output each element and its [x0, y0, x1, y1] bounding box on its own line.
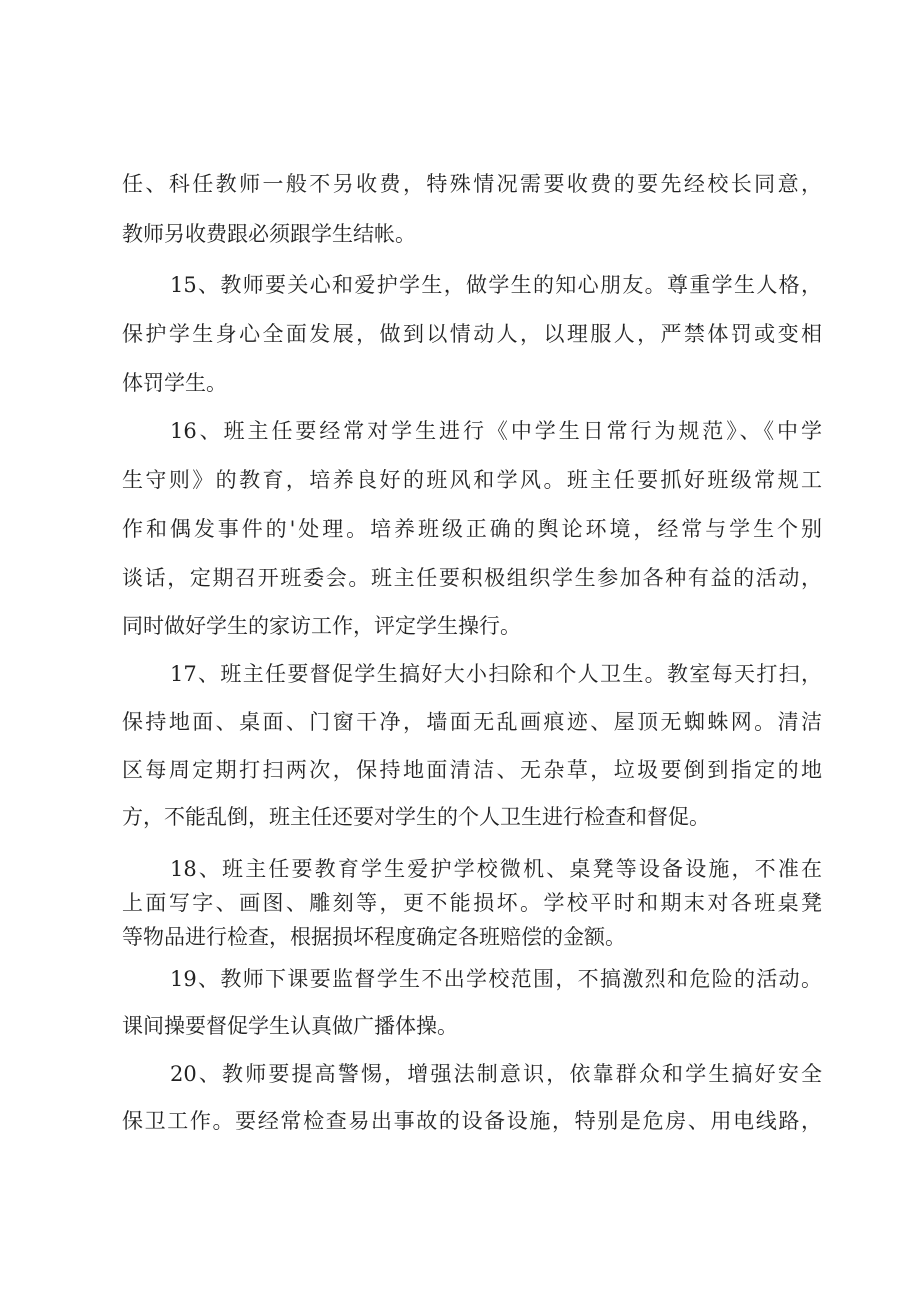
text-line: 任、科任教师一般不另收费，特殊情况需要收费的要先经校长同意，	[122, 172, 822, 196]
text-line: 区每周定期打扫两次，保持地面清洁、无杂草，垃圾要倒到指定的地	[122, 758, 822, 782]
paragraph-19-start: 19、教师下课要监督学生不出学校范围，不搞激烈和危险的活动。	[170, 967, 822, 991]
paragraph-18-start: 18、班主任要教育学生爱护学校微机、桌凳等设备设施，不准在	[170, 857, 822, 881]
paragraph-20-start: 20、教师要提高警惕，增强法制意识，依靠群众和学生搞好安全	[170, 1062, 822, 1086]
text-line: 同时做好学生的家访工作，评定学生操行。	[122, 614, 521, 638]
text-line: 体罚学生。	[122, 371, 227, 395]
paragraph-15-start: 15、教师要关心和爱护学生，做学生的知心朋友。尊重学生人格，	[170, 273, 822, 297]
text-line: 课间操要督促学生认真做广播体操。	[122, 1014, 458, 1038]
paragraph-17-start: 17、班主任要督促学生搞好大小扫除和个人卫生。教室每天打扫，	[170, 662, 822, 686]
text-line: 等物品进行检查，根据损坏程度确定各班赔偿的金额。	[122, 925, 626, 949]
text-line: 谈话，定期召开班委会。班主任要积极组织学生参加各种有益的活动，	[122, 566, 822, 590]
text-line: 保护学生身心全面发展，做到以情动人，以理服人，严禁体罚或变相	[122, 322, 822, 346]
text-line: 保持地面、桌面、门窗干净，墙面无乱画痕迹、屋顶无蜘蛛网。清洁	[122, 710, 822, 734]
text-line: 上面写字、画图、雕刻等，更不能损坏。学校平时和期末对各班桌凳	[122, 891, 822, 915]
text-line: 生守则》的教育，培养良好的班风和学风。班主任要抓好班级常规工	[122, 468, 822, 492]
text-line: 教师另收费跟必须跟学生结帐。	[122, 222, 416, 246]
text-line: 方，不能乱倒，班主任还要对学生的个人卫生进行检查和督促。	[122, 805, 710, 829]
paragraph-16-start: 16、班主任要经常对学生进行《中学生日常行为规范》、《中学	[170, 419, 822, 443]
text-line: 作和偶发事件的'处理。培养班级正确的舆论环境，经常与学生个别	[122, 517, 822, 541]
text-line: 保卫工作。要经常检查易出事故的设备设施，特别是危房、用电线路，	[122, 1109, 822, 1133]
